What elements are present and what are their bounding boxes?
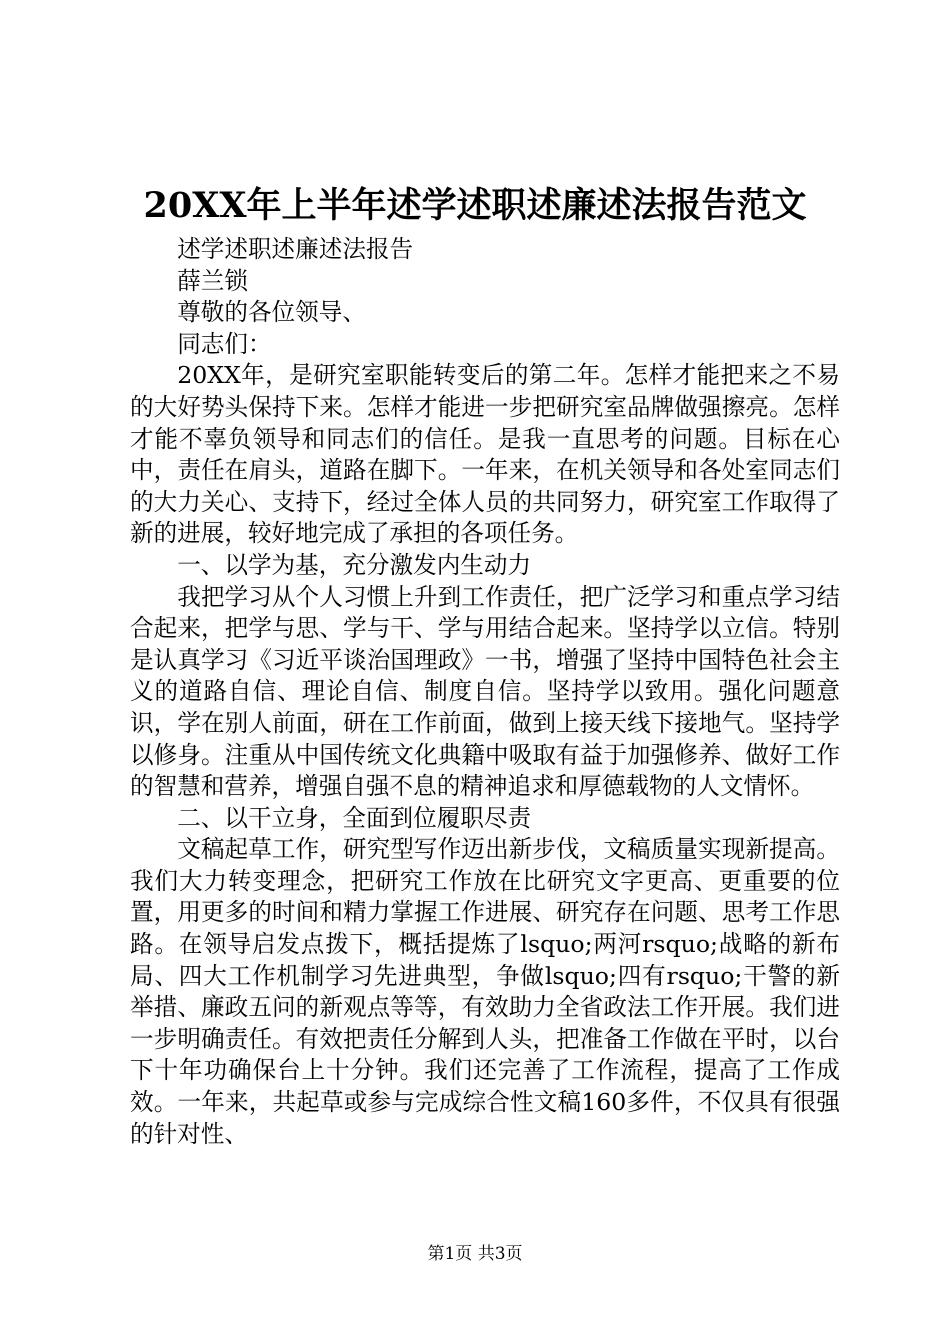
document-title: 20XX年上半年述学述职述廉述法报告范文 [143, 185, 807, 226]
author-name: 薛兰锁 [177, 266, 248, 295]
section-heading-2: 二、以干立身，全面到位履职尽责 [177, 803, 532, 832]
document-body [130, 234, 840, 1150]
page-footer: 第1页 共3页 [427, 1244, 523, 1264]
salutation-line-1: 尊敬的各位领导、 [177, 298, 366, 327]
section-2-paragraph: 文稿起草工作，研究型写作迈出新步伐，文稿质量实现新提高。我们大力转变理念，把研究工作放在比研究文字更高、更重要的位置，用更多的时间和精力掌握工作进展、研究存在问题、思考工作思路。在领导启发点拨下，概括提炼了lsquo;两河rsquo;战略的新布局、四大工作机制学习先进典型，争做lsquo;四有rsquo;干警的新举措、廉政五问的新观点等等，有效助力全省政法工作开展。我们进一步明确责任。有效把责任分解到人头，把准备工作做在平时，以台下十年功确保台上十分钟。我们还完善了工作流程，提高了工作成效。一年来，共起草或参与完成综合性文稿160多件，不仅具有很强的针对性、 [130, 835, 840, 1148]
section-1-paragraph: 我把学习从个人习惯上升到工作责任，把广泛学习和重点学习结合起来，把学与思、学与干、学与用结合起来。坚持学以立信。特别是认真学习《习近平谈治国理政》一书，增强了坚持中国特色社会主义的道路自信、理论自信、制度自信。坚持学以致用。强化问题意识，学在别人前面，研在工作前面，做到上接天线下接地气。坚持学以修身。注重从中国传统文化典籍中吸取有益于加强修养、做好工作的智慧和营养，增强自强不息的精神追求和厚德载物的人文情怀。 [130, 582, 840, 801]
report-subtitle: 述学述职述廉述法报告 [177, 235, 414, 263]
intro-paragraph: 20XX年，是研究室职能转变后的第二年。怎样才能把来之不易的大好势头保持下来。怎样才能进一步把研究室品牌做强擦亮。怎样才能不辜负领导和同志们的信任。是我一直思考的问题。目标在心中，责任在肩头，道路在脚下。一年来，在机关领导和各处室同志们的大力关心、支持下，经过全体人员的共同努力，研究室工作取得了新的进展，较好地完成了承担的各项任务。 [130, 361, 840, 548]
salutation-line-2: 同志们： [177, 329, 272, 358]
section-heading-1: 一、以学为基，充分激发内生动力 [177, 550, 532, 579]
